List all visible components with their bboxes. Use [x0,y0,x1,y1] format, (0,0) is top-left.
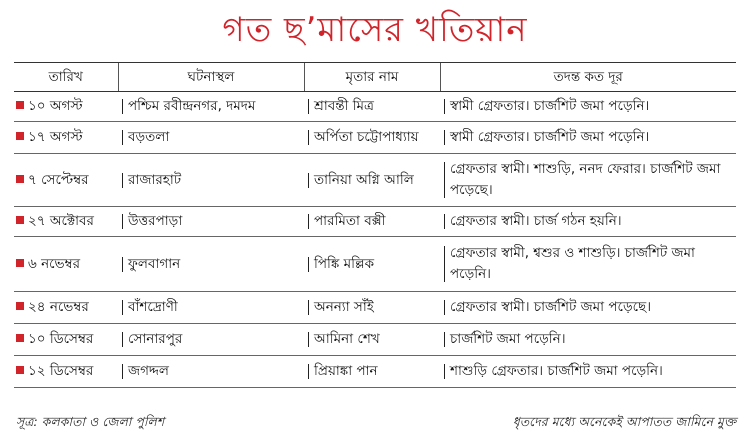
date-cell: ৬ নভেম্বর [14,237,118,292]
bullet-icon [16,132,24,140]
table-row [14,292,736,324]
column-header-status: তদন্ত কত দূর [440,63,736,92]
table-row [14,207,736,237]
name-cell: প্রিয়াঙ্কা পান [304,356,440,388]
status-cell: শাশুড়ি গ্রেফতার। চার্জশিট জমা পড়েনি। [440,356,736,388]
place-cell: পশ্চিম রবীন্দ্রনগর, দমদম [118,92,304,122]
place-cell: জগদ্দল [118,356,304,388]
status-cell: স্বামী গ্রেফতার। চার্জশিট জমা পড়েনি। [440,92,736,122]
date-cell: ৭ সেপ্টেম্বর [14,154,118,207]
status-cell: স্বামী গ্রেফতার। চার্জশিট জমা পড়েনি। [440,122,736,154]
name-cell: পারমিতা বক্সী [304,207,440,237]
status-cell: গ্রেফতার স্বামী। চার্জশিট জমা পড়েছে। [440,292,736,324]
place-cell: বড়তলা [118,122,304,154]
name-cell: অর্পিতা চট্টোপাধ্যায় [304,122,440,154]
name-cell: আমিনা শেখ [304,324,440,356]
bullet-icon [16,366,24,374]
table-row [14,122,736,154]
table-row [14,92,736,122]
date-cell: ১০ ডিসেম্বর [14,324,118,356]
column-header-name: মৃতার নাম [304,63,440,92]
date-cell: ১২ ডিসেম্বর [14,356,118,388]
date-cell: ১৭ অগস্ট [14,122,118,154]
bullet-icon [16,259,24,267]
bullet-icon [16,334,24,342]
date-cell: ২৪ নভেম্বর [14,292,118,324]
status-cell: গ্রেফতার স্বামী, শ্বশুর ও শাশুড়ি। চার্জশিট জমা পড়েনি। [440,237,736,292]
place-cell: বাঁশদ্রোণী [118,292,304,324]
bullet-icon [16,302,24,310]
bullet-icon [16,101,24,109]
place-cell: রাজারহাট [118,154,304,207]
source-note: সূত্র: কলকাতা ও জেলা পুলিশ [16,414,165,429]
table-row [14,356,736,388]
date-cell: ২৭ অক্টোবর [14,207,118,237]
page-title: গত ছ’মাসের খতিয়ান [222,10,528,50]
column-header-date: তারিখ [14,63,118,92]
table-row [14,324,736,356]
place-cell: সোনারপুর [118,324,304,356]
incident-table [14,62,736,388]
bullet-icon [16,216,24,224]
place-cell: ফুলবাগান [118,237,304,292]
name-cell: শ্রাবন্তী মিত্র [304,92,440,122]
table-row [14,154,736,207]
status-cell: চার্জশিট জমা পড়েনি। [440,324,736,356]
bullet-icon [16,175,24,183]
place-cell: উত্তরপাড়া [118,207,304,237]
status-cell: গ্রেফতার স্বামী। চার্জ গঠন হয়নি। [440,207,736,237]
name-cell: পিঙ্কি মল্লিক [304,237,440,292]
table-row [14,237,736,292]
date-cell: ১০ অগস্ট [14,92,118,122]
table-header-row [14,63,736,92]
status-cell: গ্রেফতার স্বামী। শাশুড়ি, ননদ ফেরার। চার্জশিট জমা পড়েছে। [440,154,736,207]
name-cell: তানিয়া অগ্নি আলি [304,154,440,207]
column-header-place: ঘটনাস্থল [118,63,304,92]
bail-note: ধৃতদের মধ্যে অনেকেই আপাতত জামিনে মুক্ত [512,414,736,429]
name-cell: অনন্যা সাঁই [304,292,440,324]
